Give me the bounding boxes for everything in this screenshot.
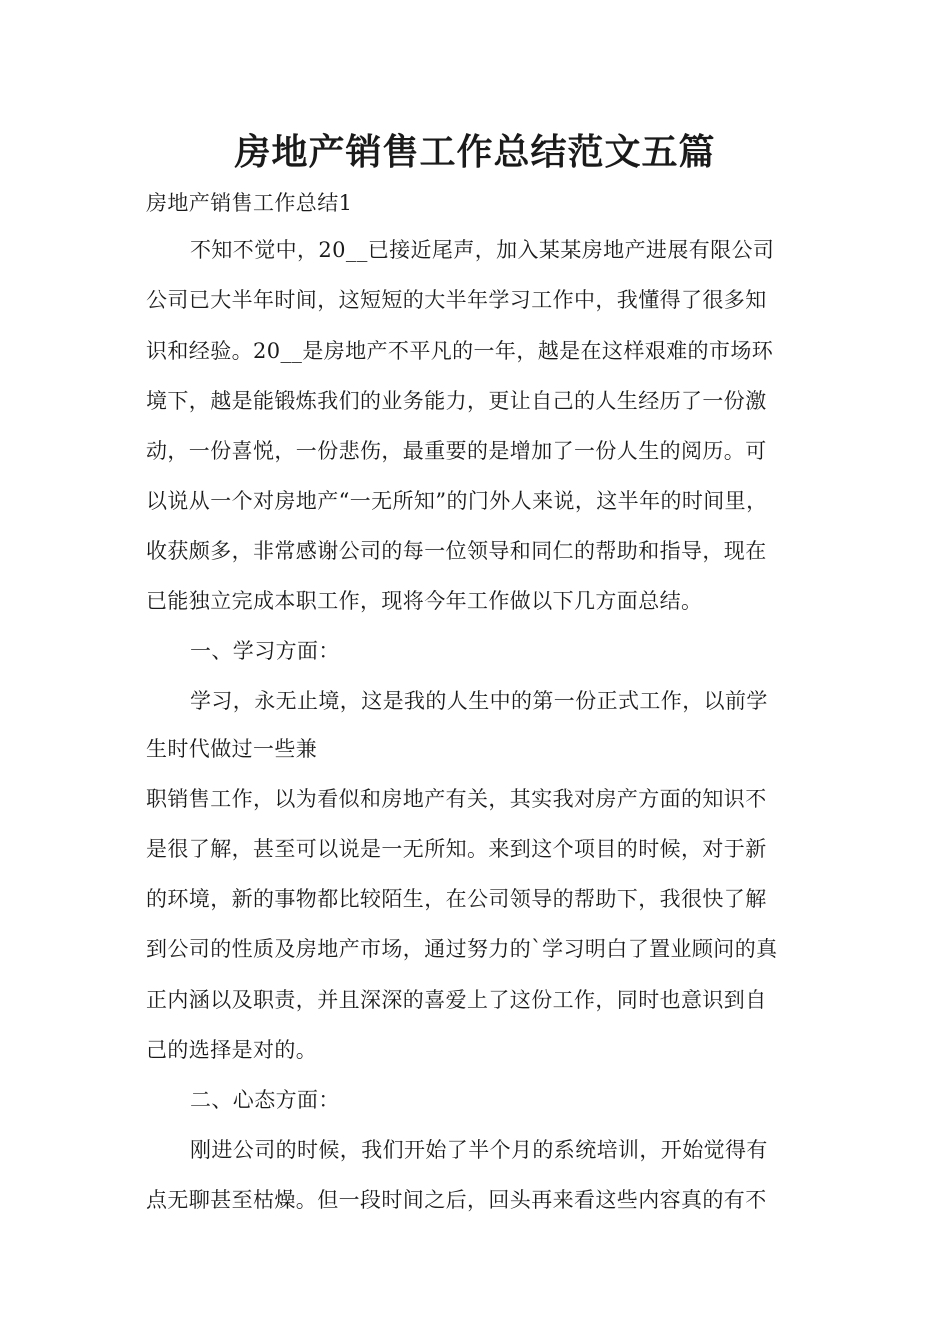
paragraph-line: 动，一份喜悦，一份悲伤，最重要的是增加了一份人生的阅历。可 — [146, 439, 767, 463]
paragraph-line: 不知不觉中，20__已接近尾声，加入某某房地产进展有限公司 — [190, 238, 775, 262]
paragraph-line: 职销售工作，以为看似和房地产有关，其实我对房产方面的知识不 — [146, 787, 767, 811]
document-title: 房地产销售工作总结范文五篇 — [234, 132, 716, 173]
paragraph-line: 境下，越是能锻炼我们的业务能力，更让自己的人生经历了一份激 — [146, 389, 767, 413]
paragraph-line: 公司已大半年时间，这短短的大半年学习工作中，我懂得了很多知 — [146, 288, 767, 312]
paragraph-line: 学习，永无止境，这是我的人生中的第一份正式工作，以前学 — [190, 689, 768, 713]
paragraph-line: 到公司的性质及房地产市场，通过努力的`学习明白了置业顾问的真 — [146, 937, 778, 961]
section-heading: 一、学习方面： — [190, 639, 340, 663]
paragraph-line: 收获颇多，非常感谢公司的每一位领导和同仁的帮助和指导，现在 — [146, 539, 767, 563]
paragraph-line: 以说从一个对房地产“一无所知”的门外人来说，这半年的时间里， — [146, 489, 768, 513]
paragraph-line: 点无聊甚至枯燥。但一段时间之后，回头再来看这些内容真的有不 — [146, 1188, 767, 1212]
paragraph-line: 识和经验。20__是房地产不平凡的一年，越是在这样艰难的市场环 — [146, 339, 774, 363]
paragraph-line: 是很了解，甚至可以说是一无所知。来到这个项目的时候，对于新 — [146, 837, 767, 861]
paragraph-line: 的环境，新的事物都比较陌生，在公司领导的帮助下，我很快了解 — [146, 887, 767, 911]
section-heading: 二、心态方面： — [190, 1088, 340, 1112]
paragraph-line: 正内涵以及职责，并且深深的喜爱上了这份工作，同时也意识到自 — [146, 988, 767, 1012]
paragraph-line: 已能独立完成本职工作，现将今年工作做以下几方面总结。 — [146, 589, 703, 613]
paragraph-line: 刚进公司的时候，我们开始了半个月的系统培训，开始觉得有 — [190, 1138, 768, 1162]
paragraph-line: 生时代做过一些兼 — [146, 737, 318, 761]
paragraph-line: 己的选择是对的。 — [146, 1038, 318, 1062]
section-heading: 房地产销售工作总结1 — [146, 191, 353, 215]
